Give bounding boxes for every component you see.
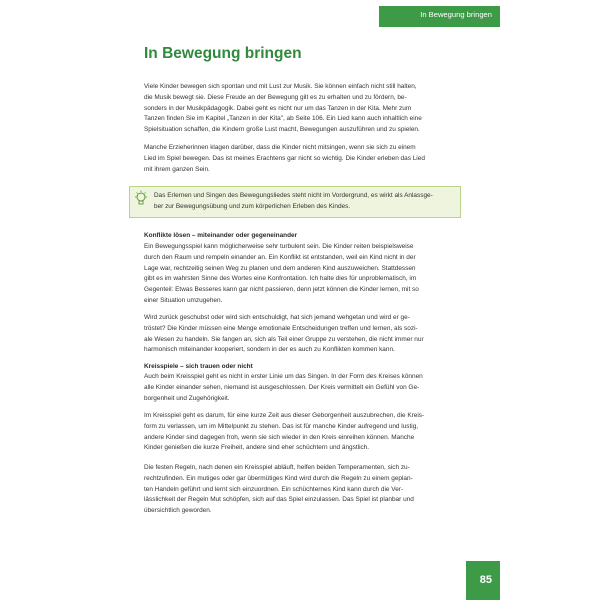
text-line: mit ihrem ganzen Sein. [144,165,210,173]
text-line: ale Wesen zu handeln. Sie fangen an, sich als Teil einer Gruppe zu verstehen, die nicht immer nur [144,335,424,343]
text-line: gibt es im wahrsten Sinne des Wortes eine Konfrontation. Ich halte dies für unproblematisch, im [144,275,417,283]
text-line: Die festen Regeln, nach denen ein Kreisspiel abläuft, helfen beiden Temperamenten, sich zu- [144,464,410,471]
text-line: Tanzen finden Sie im Kapitel „Tanzen in der Kita", ab Seite 106. Ein Lied kann auch inhaltlich eine [144,115,422,123]
text-line: harmonisch miteinander kooperiert, sondern in der es auch zu Konflikten kommen kann. [144,346,395,354]
text-line: alle Kinder einander sehen, niemand ist ausgeschlossen. Der Kreis vermittelt ein Gefühl von Ge- [144,383,420,391]
intro-paragraph-2 [144,143,459,175]
text-line: übersichtlich geworden. [144,507,212,515]
tip-text [154,191,456,213]
section-1-paragraph-1 [144,242,459,307]
text-line: Spielsituation schaffen, die Kindern große Lust macht, Bewegungen auszuführen und zu spielen. [144,126,420,134]
text-line: Wird zurück geschubst oder wird sich entschuldigt, hat sich jemand wehgetan und wird er ge- [144,314,410,321]
text-line: Kinder genießen die kurze Freiheit, andere sind eher schüchtern und ängstlich. [144,444,370,452]
text-line: Lied im Spiel bewegen. Das ist meines Erachtens gar nicht so wichtig. Die Kinder erleben das Lied [144,154,425,162]
text-line: borgenheit und Zugehörigkeit. [144,394,230,402]
text-line: ber zur Bewegungsübung und zum körperlichen Erleben des Kindes. [154,202,351,210]
section-2-paragraph-1 [144,372,459,404]
text-line: Manche Erzieherinnen klagen darüber, dass die Kinder nicht mitsingen, wenn sie sich zu einem [144,144,416,151]
text-line: Gegenteil: Etwas Besseres kann gar nicht passieren, denn jetzt können die Kinder lernen, mit so [144,286,419,294]
text-line: lässlichkeit der Regeln Mut schöpfen, sich auf das Spiel einzulassen. Das Spiel ist planbar und [144,496,414,504]
section-heading-conflicts: Konflikte lösen – miteinander oder gegeneinander [144,232,298,239]
section-2-paragraph-2 [144,411,459,454]
text-line: Auch beim Kreisspiel geht es nicht in erster Linie um das Singen. In der Form des Kreises können [144,373,423,380]
section-1-paragraph-2 [144,313,459,356]
text-line: Viele Kinder bewegen sich spontan und mit Lust zur Musik. Sie können einfach nicht still halten, [144,83,417,90]
page-number: 85 [479,574,492,586]
lightbulb-icon [134,190,148,208]
text-line: form zu verlassen, um im Mittelpunkt zu stehen. Das ist für manche Kinder aufregend und lustig, [144,422,419,430]
text-line: sonders in der Musikpädagogik. Dabei geht es nicht nur um das Tanzen in der Kita. Mehr zum [144,104,412,112]
text-line: rechtzufinden. Ein mutiges oder gar übermütiges Kind wird durch die Regeln zu einem geplan- [144,474,413,482]
text-line: einer Situation umzugehen. [144,296,223,304]
tip-box [129,186,461,218]
running-head: In Bewegung bringen [420,10,492,19]
text-line: Lage war, rechtzeitig seinen Weg zu planen und dem anderen Kind auszuweichen. Stattdessen [144,264,416,272]
page-title: In Bewegung bringen [144,45,302,62]
text-line: andere Kinder sind dagegen froh, wenn sie sich wieder in den Kreis einreihen können. Manche [144,433,415,441]
text-line: ten Handeln geführt und lernt sich einzuordnen. Ein schüchternes Kind kann durch die Ver- [144,485,404,493]
text-line: Das Erlernen und Singen des Bewegungsliedes steht nicht im Vordergrund, es wirkt als Anlassge- [154,192,433,199]
text-line: Im Kreisspiel geht es darum, für eine kurze Zeit aus dieser Geborgenheit auszubrechen, die Kreis- [144,412,425,419]
intro-paragraph-1 [144,82,459,136]
text-line: die Musik bewegt sie. Diese Freude an der Bewegung gilt es zu erhalten und zu fördern, be- [144,93,407,101]
text-line: tröstet? Die Kinder müssen eine Menge emotionale Entscheidungen treffen und lernen, als sozi- [144,324,418,332]
section-heading-circle-games: Kreisspiele – sich trauen oder nicht [144,363,253,370]
text-line: durch den Raum und rempeln einander an. Ein Konflikt ist entstanden, weil ein Kind nicht in der [144,253,416,261]
text-line: Ein Bewegungsspiel kann möglicherweise sehr turbulent sein. Die Kinder reiten beispielsweise [144,243,414,250]
section-2-paragraph-3 [144,463,459,517]
